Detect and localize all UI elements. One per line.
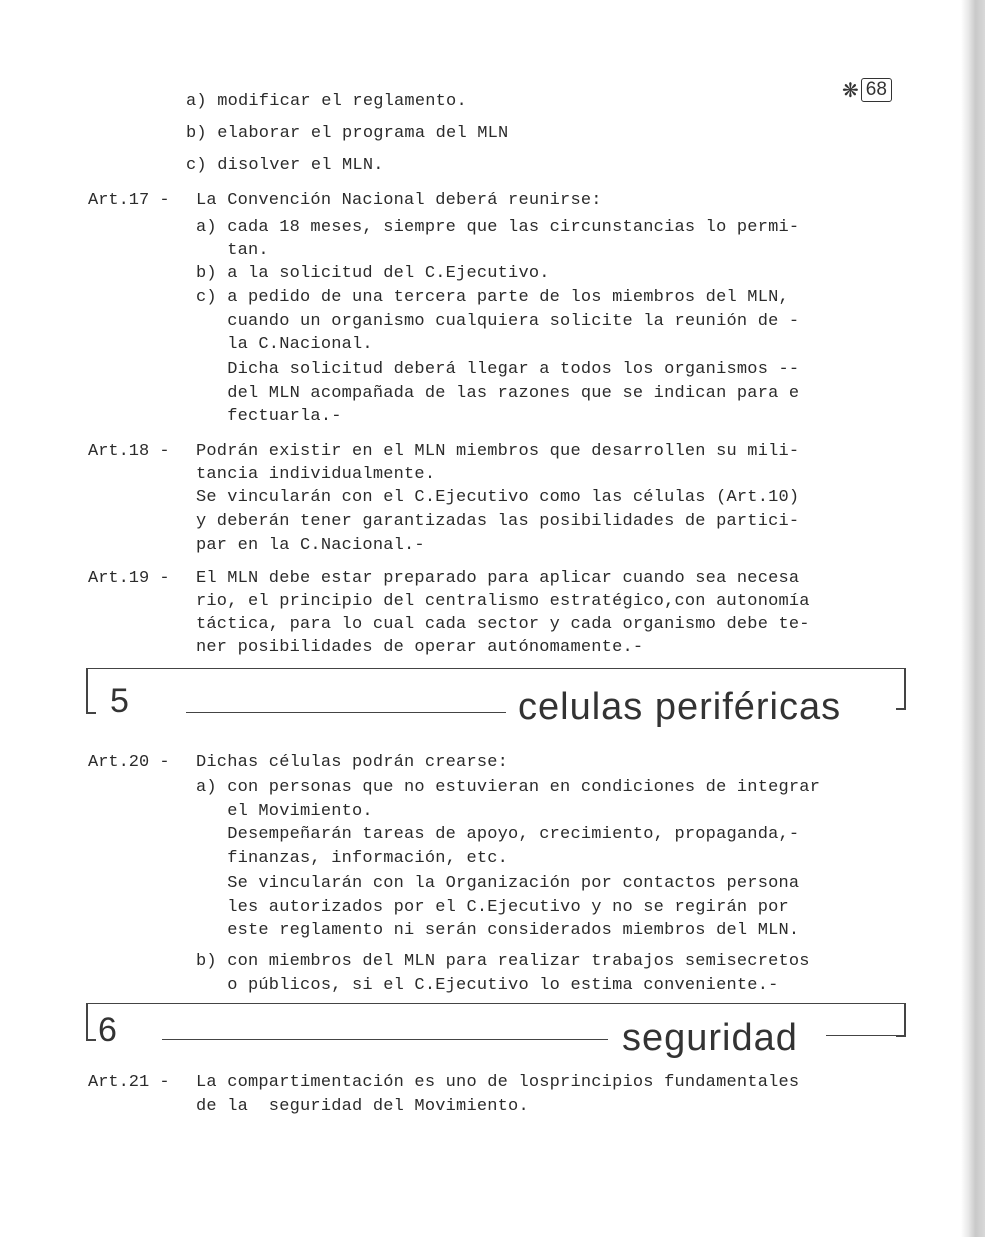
text-line: Desempeñarán tareas de apoyo, crecimiento, propaganda,- <box>196 825 800 844</box>
text-line: a) cada 18 meses, siempre que las circunstancias lo permi- <box>196 218 800 237</box>
section-bracket-left <box>86 668 96 714</box>
text-line: de la seguridad del Movimiento. <box>196 1097 529 1116</box>
text-line: Dichas células podrán crearse: <box>196 753 509 772</box>
section-frame-line <box>86 668 906 669</box>
article-label: Art.18 - <box>88 442 170 461</box>
stamp-icon: ❋ <box>842 79 859 102</box>
text-line: La compartimentación es uno de losprincipios fundamentales <box>196 1073 800 1092</box>
text-line: b) elaborar el programa del MLN <box>186 124 509 143</box>
text-line: Se vincularán con el C.Ejecutivo como las células (Art.10) <box>196 488 800 507</box>
text-line: fectuarla.- <box>196 407 342 426</box>
text-line: par en la C.Nacional.- <box>196 536 425 555</box>
text-line: del MLN acompañada de las razones que se indican para e <box>196 384 800 403</box>
text-line: y deberán tener garantizadas las posibilidades de partici- <box>196 512 800 531</box>
section-bracket-right <box>896 1003 906 1037</box>
text-line: finanzas, información, etc. <box>196 849 509 868</box>
section-title: celulas periféricas <box>518 686 842 728</box>
text-line: La Convención Nacional deberá reunirse: <box>196 191 602 210</box>
text-line: a) con personas que no estuvieran en condiciones de integrar <box>196 778 821 797</box>
text-line: cuando un organismo cualquiera solicite la reunión de - <box>196 312 800 331</box>
text-line: este reglamento ni serán considerados miembros del MLN. <box>196 921 800 940</box>
section-bracket-right <box>896 668 906 710</box>
text-line: rio, el principio del centralismo estratégico,con autonomía <box>196 592 810 611</box>
section-number: 6 <box>98 1011 117 1049</box>
text-line: c) disolver el MLN. <box>186 156 384 175</box>
page-number <box>842 77 904 103</box>
section-header <box>82 668 908 738</box>
section-rule <box>162 1039 608 1040</box>
text-line: Podrán existir en el MLN miembros que desarrollen su mili- <box>196 442 800 461</box>
section-rule <box>186 712 506 713</box>
text-line: Se vincularán con la Organización por contactos persona <box>196 874 800 893</box>
text-line: Dicha solicitud deberá llegar a todos los organismos -- <box>196 360 800 379</box>
article-label: Art.19 - <box>88 569 170 588</box>
text-line: El MLN debe estar preparado para aplicar cuando sea necesa <box>196 569 800 588</box>
text-line: c) a pedido de una tercera parte de los miembros del MLN, <box>196 288 789 307</box>
text-line: tancia individualmente. <box>196 465 436 484</box>
text-line: a) modificar el reglamento. <box>186 92 467 111</box>
section-number: 5 <box>110 682 129 720</box>
text-line: tan. <box>196 241 269 260</box>
text-line: la C.Nacional. <box>196 335 373 354</box>
page-number-value: 68 <box>861 78 892 102</box>
article-label: Art.21 - <box>88 1073 170 1092</box>
text-line: táctica, para lo cual cada sector y cada organismo debe te- <box>196 615 810 634</box>
text-line: b) a la solicitud del C.Ejecutivo. <box>196 264 550 283</box>
article-label: Art.20 - <box>88 753 170 772</box>
text-line: les autorizados por el C.Ejecutivo y no se regirán por <box>196 898 789 917</box>
section-rule <box>826 1035 900 1036</box>
section-frame-line <box>86 1003 906 1004</box>
page-edge-shadow <box>961 0 985 1237</box>
section-header <box>82 1003 908 1063</box>
article-label: Art.17 - <box>88 191 170 210</box>
text-line: el Movimiento. <box>196 802 373 821</box>
text-line: ner posibilidades de operar autónomamente.- <box>196 638 644 657</box>
section-bracket-left <box>86 1003 96 1041</box>
section-title: seguridad <box>622 1017 798 1059</box>
text-line: o públicos, si el C.Ejecutivo lo estima conveniente.- <box>196 976 779 995</box>
text-line: b) con miembros del MLN para realizar trabajos semisecretos <box>196 952 810 971</box>
